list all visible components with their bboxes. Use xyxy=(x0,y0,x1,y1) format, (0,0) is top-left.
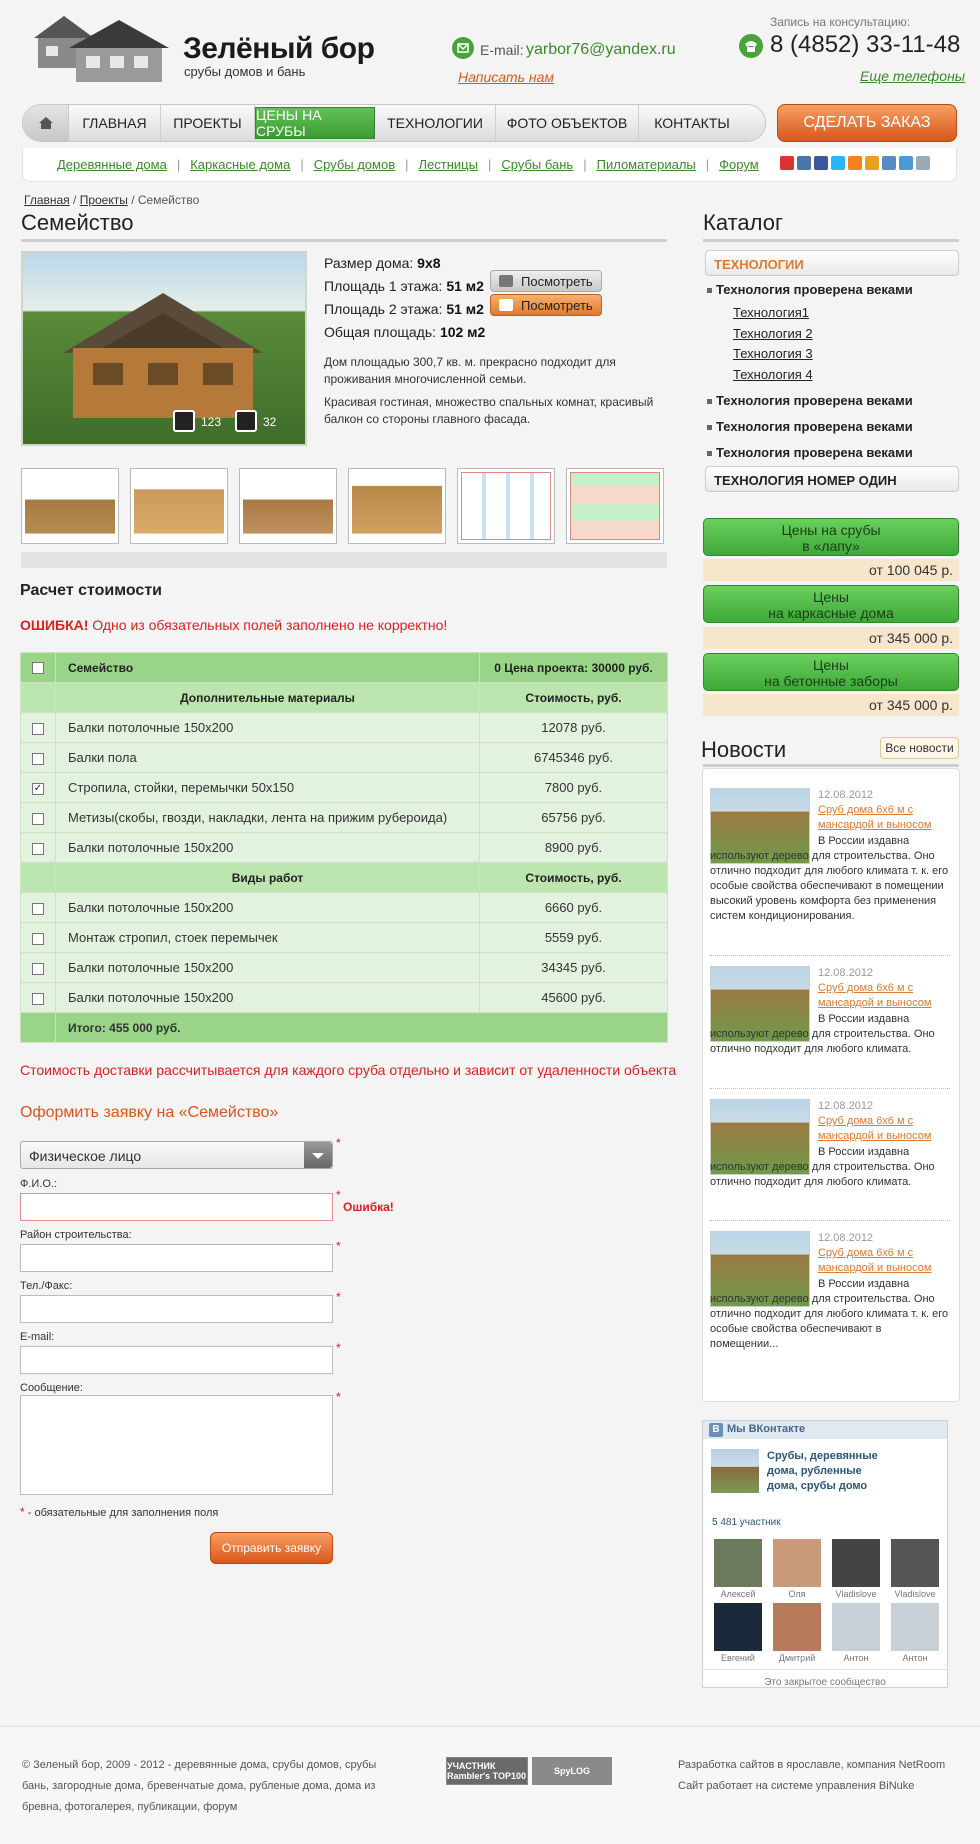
thumbnail[interactable] xyxy=(239,468,337,544)
cost-header: Стоимость, руб. xyxy=(480,683,668,713)
table-row xyxy=(21,833,668,863)
checkbox-cell xyxy=(21,983,56,1013)
vk-footer xyxy=(703,1669,947,1687)
avatar-name: Евгений xyxy=(721,1653,755,1663)
main-house-photo[interactable] xyxy=(21,251,307,446)
material-name: Балки потолочные 150х200 xyxy=(56,833,480,863)
floor-plan-thumbnail[interactable] xyxy=(457,468,555,544)
price-value: от 345 000 р. xyxy=(703,694,959,716)
brand-subtitle: срубы домов и бань xyxy=(184,64,306,79)
total-area-label: Общая площадь: xyxy=(324,324,437,340)
required-star: * xyxy=(20,1505,25,1519)
table-row xyxy=(21,893,668,923)
floor-plan-thumbnail[interactable] xyxy=(566,468,664,544)
spylog-badge[interactable]: SpyLOG xyxy=(532,1757,612,1785)
work-price: 34345 руб. xyxy=(480,953,668,983)
camera-icon[interactable] xyxy=(235,410,257,432)
blank-cell xyxy=(21,683,56,713)
required-star: * xyxy=(336,1136,341,1150)
material-name: Стропила, стойки, перемычки 50х150 xyxy=(56,773,480,803)
nav-technologies[interactable]: ТЕХНОЛОГИИ xyxy=(375,105,496,141)
vk-members-row xyxy=(714,1539,939,1599)
avatar-name: Антон xyxy=(843,1653,869,1663)
house-icon xyxy=(499,299,513,311)
blank-cell xyxy=(21,1013,56,1043)
price-line1: Цены на срубы xyxy=(781,522,881,538)
catalog-item[interactable]: Технология проверена веками xyxy=(707,393,913,408)
avatar-name: Антон xyxy=(902,1653,928,1663)
house-specs xyxy=(324,252,485,344)
price-line2: на бетонные заборы xyxy=(764,673,898,689)
avatar-name: Дмитрий xyxy=(778,1653,816,1663)
sublink-lumber[interactable]: Пиломатериалы xyxy=(596,157,696,172)
catalog-subitem[interactable]: Технология 2 xyxy=(733,326,813,341)
news-text: В России издавна используют дерево для строительства. Оно отлично подходит для любого климата. xyxy=(710,1013,935,1055)
checkbox-cell xyxy=(21,713,56,743)
district-input[interactable] xyxy=(20,1244,333,1272)
row-checkbox[interactable] xyxy=(32,993,44,1005)
avatar[interactable] xyxy=(891,1603,939,1663)
avatar[interactable] xyxy=(773,1539,821,1599)
chevron-down-icon[interactable] xyxy=(304,1142,332,1168)
logo-house-icon[interactable] xyxy=(24,8,176,88)
news-title-link[interactable]: Сруб дома 6х6 м с мансардой и выносом xyxy=(818,1247,932,1274)
catalog-subitem[interactable]: Технология1 xyxy=(733,305,810,320)
avatar[interactable] xyxy=(891,1539,939,1599)
catalog-divider xyxy=(703,239,959,242)
table-row xyxy=(21,743,668,773)
table-row xyxy=(21,1013,668,1043)
thumbnail[interactable] xyxy=(130,468,228,544)
row-checkbox[interactable] xyxy=(32,813,44,825)
avatar[interactable] xyxy=(832,1539,880,1599)
catalog-technologies[interactable]: ТЕХНОЛОГИИ xyxy=(705,250,959,276)
table-row xyxy=(21,923,668,953)
news-date: 12.08.2012 xyxy=(818,967,874,979)
person-type-select[interactable] xyxy=(20,1141,333,1169)
table-row xyxy=(21,773,668,803)
message-label: Сообщение: xyxy=(20,1382,83,1394)
view-floor1-button[interactable] xyxy=(490,270,602,292)
catalog-subitem[interactable]: Технология 3 xyxy=(733,346,813,361)
email-field-label: E-mail: xyxy=(20,1331,55,1343)
price-line2: в «лапу» xyxy=(802,538,860,554)
price-value: от 100 045 р. xyxy=(703,559,959,581)
all-news-link[interactable]: Все новости xyxy=(880,737,959,759)
table-row xyxy=(21,713,668,743)
nav-prices[interactable]: ЦЕНЫ НА СРУБЫ xyxy=(255,107,375,139)
fio-label: Ф.И.О.: xyxy=(20,1178,58,1190)
avatar[interactable] xyxy=(714,1539,762,1599)
floor1-label: Площадь 1 этажа: xyxy=(324,278,443,294)
price-frame-houses-button[interactable] xyxy=(703,585,959,623)
brand-name[interactable]: Зелёный бор xyxy=(183,32,375,65)
house-description xyxy=(324,354,664,434)
price-line2: на каркасные дома xyxy=(768,605,894,621)
view-floor2-label: Посмотреть xyxy=(521,297,593,313)
checkbox-cell xyxy=(21,923,56,953)
news-title: Новости xyxy=(701,737,787,762)
required-star: * xyxy=(336,1239,341,1253)
floor2-label: Площадь 2 этажа: xyxy=(324,301,443,317)
size-label: Размер дома: xyxy=(324,255,414,271)
news-item xyxy=(710,966,950,1076)
avatar-name: Vladislove xyxy=(894,1589,936,1599)
write-us-link[interactable]: Написать нам xyxy=(458,69,555,85)
table-row xyxy=(21,983,668,1013)
work-name: Балки потолочные 150х200 xyxy=(56,983,480,1013)
news-date: 12.08.2012 xyxy=(818,789,874,801)
error-text: Одно из обязательных полей заполнено не корректно! xyxy=(88,617,448,633)
row-checkbox[interactable] xyxy=(32,723,44,735)
avatar-name: Оля xyxy=(788,1589,806,1599)
avatar[interactable] xyxy=(832,1603,880,1663)
phone-label: Тел./Факс: xyxy=(20,1280,73,1292)
sublink-stairs[interactable]: Лестницы xyxy=(418,157,478,172)
news-separator xyxy=(710,955,950,956)
floor2-value: 51 м2 xyxy=(446,301,484,317)
news-text: В России издавна используют дерево для строительства. Оно отлично подходит для любого климата т. к. его особые свойства обеспечивают в помещении... xyxy=(710,1278,949,1350)
news-item xyxy=(710,788,950,948)
row-checkbox[interactable] xyxy=(32,843,44,855)
catalog-item[interactable]: Технология проверена веками xyxy=(707,445,913,460)
email-input[interactable] xyxy=(20,1346,333,1374)
main-nav xyxy=(22,104,766,142)
thumbnail[interactable] xyxy=(21,468,119,544)
photo-count: 32 xyxy=(263,415,277,429)
required-star: * xyxy=(336,1341,341,1355)
price-line1: Цены xyxy=(813,589,849,605)
social-odnoklassniki-icon[interactable] xyxy=(848,156,862,170)
catalog-title: Каталог xyxy=(703,210,783,235)
row-checkbox[interactable] xyxy=(32,963,44,975)
sublink-wooden-houses[interactable]: Деревянные дома xyxy=(57,157,167,172)
news-text: В России издавна используют дерево для строительства. Оно отлично подходит для любого климата. xyxy=(710,1146,935,1188)
table-row xyxy=(21,863,668,893)
checkbox-cell xyxy=(21,893,56,923)
avatar-name: Vladislove xyxy=(835,1589,877,1599)
view-floor2-button[interactable] xyxy=(490,294,602,316)
news-item xyxy=(710,1231,950,1371)
consult-label: Запись на консультацию: xyxy=(770,15,911,29)
vk-group-avatar[interactable] xyxy=(711,1449,759,1493)
fio-error: Ошибка! xyxy=(343,1200,394,1214)
social-bookmark-icon[interactable] xyxy=(899,156,913,170)
social-twitter-icon[interactable] xyxy=(831,156,845,170)
thumbnail[interactable] xyxy=(348,468,446,544)
cost-header: Стоимость, руб. xyxy=(480,863,668,893)
vk-closed-label: Это закрытое сообщество xyxy=(764,1677,886,1688)
vk-widget xyxy=(702,1420,948,1688)
work-price: 6660 руб. xyxy=(480,893,668,923)
gallery-scrollbar[interactable] xyxy=(21,552,667,568)
social-livejournal-icon[interactable] xyxy=(882,156,896,170)
works-header: Виды работ xyxy=(56,863,480,893)
total-sum: Итого: 455 000 руб. xyxy=(56,1013,668,1043)
row-checkbox[interactable] xyxy=(32,903,44,915)
work-price: 5559 руб. xyxy=(480,923,668,953)
catalog-item[interactable]: Технология проверена веками xyxy=(707,282,913,297)
rambler-badge[interactable]: УЧАСТНИК Rambler's TOP100 xyxy=(446,1757,528,1785)
required-note xyxy=(20,1505,218,1519)
thumbnail-strip xyxy=(21,468,664,544)
phone-input[interactable] xyxy=(20,1295,333,1323)
required-star: * xyxy=(336,1290,341,1304)
avatar[interactable] xyxy=(714,1603,762,1663)
avatar-name: Алексей xyxy=(720,1589,756,1599)
breadcrumb: Главная / Проекты / Семейство xyxy=(24,193,200,207)
developer-link[interactable]: Разработка сайтов в ярославле, компания NetRoom xyxy=(678,1759,946,1771)
table-row xyxy=(21,953,668,983)
project-name: Семейство xyxy=(56,653,480,683)
vk-group-name[interactable]: Срубы, деревянные дома, рубленные дома, срубы домо xyxy=(767,1450,878,1492)
email-icon xyxy=(452,37,474,59)
blank-cell xyxy=(21,863,56,893)
page-title: Семейство xyxy=(21,210,134,235)
social-icons xyxy=(780,156,930,170)
district-label: Район строительства: xyxy=(20,1229,132,1241)
news-separator xyxy=(710,1088,950,1089)
sublink-forum[interactable]: Форум xyxy=(719,157,759,172)
breadcrumb-current: Семейство xyxy=(137,193,200,207)
nav-contacts[interactable]: КОНТАКТЫ xyxy=(654,115,730,131)
make-order-button[interactable]: СДЕЛАТЬ ЗАКАЗ xyxy=(777,104,957,142)
order-form-title: Оформить заявку на «Семейство» xyxy=(20,1104,279,1121)
video-count: 123 xyxy=(201,415,222,429)
social-rambler-icon[interactable] xyxy=(780,156,794,170)
checkbox-cell xyxy=(21,653,56,683)
project-price: 0 Цена проекта: 30000 руб. xyxy=(480,653,668,683)
view-floor1-label: Посмотреть xyxy=(521,273,593,289)
required-star: * xyxy=(336,1188,341,1202)
sublink-frame-houses[interactable]: Каркасные дома xyxy=(190,157,291,172)
breadcrumb-home[interactable]: Главная xyxy=(24,193,70,207)
calc-title: Расчет стоимости xyxy=(20,582,162,599)
home-icon[interactable] xyxy=(23,105,69,141)
sublink-log-baths[interactable]: Срубы бань xyxy=(501,157,574,172)
social-more-icon[interactable] xyxy=(916,156,930,170)
table-row xyxy=(21,653,668,683)
floor1-value: 51 м2 xyxy=(446,278,484,294)
news-title-link[interactable]: Сруб дома 6х6 м с мансардой и выносом xyxy=(818,982,932,1009)
material-price: 65756 руб. xyxy=(480,803,668,833)
work-name: Монтаж стропил, стоек перемычек xyxy=(56,923,480,953)
material-price: 12078 руб. xyxy=(480,713,668,743)
row-checkbox[interactable]: ✓ xyxy=(33,782,43,794)
submit-order-button[interactable]: Отправить заявку xyxy=(210,1532,333,1564)
sub-nav: Деревянные дома | Каркасные дома | Срубы домов | Лестницы | Срубы бань | Пиломатериалы | Форум xyxy=(57,157,759,172)
cms-link[interactable]: Сайт работает на системе управления BiNuke xyxy=(678,1780,915,1792)
title-divider xyxy=(21,239,667,242)
table-row xyxy=(21,683,668,713)
table-row xyxy=(21,803,668,833)
news-separator xyxy=(710,1220,950,1221)
vk-logo-icon: B xyxy=(709,1423,723,1437)
house-icon xyxy=(499,275,513,287)
vk-header[interactable] xyxy=(703,1421,947,1439)
material-name: Балки потолочные 150х200 xyxy=(56,713,480,743)
material-price: 6745346 руб. xyxy=(480,743,668,773)
phone-number[interactable]: 8 (4852) 33-11-48 xyxy=(770,31,961,58)
video-icon[interactable] xyxy=(173,410,195,432)
price-line1: Цены xyxy=(813,657,849,673)
checkbox-cell xyxy=(21,773,56,803)
news-item xyxy=(710,1099,950,1209)
description-2: Красивая гостиная, множество спальных комнат, красивый балкон со стороны главного фасада. xyxy=(324,395,654,426)
row-checkbox[interactable] xyxy=(32,753,44,765)
email-link[interactable]: yarbor76@yandex.ru xyxy=(526,41,676,58)
sublink-log-houses[interactable]: Срубы домов xyxy=(313,157,396,172)
person-type-value: Физическое лицо xyxy=(29,1148,142,1164)
social-facebook-icon[interactable] xyxy=(814,156,828,170)
error-message xyxy=(20,617,447,633)
catalog-item[interactable]: Технология проверена веками xyxy=(707,419,913,434)
more-phones-link[interactable]: Еще телефоны xyxy=(860,68,966,84)
nav-home[interactable]: ГЛАВНАЯ xyxy=(69,105,161,141)
checkbox-cell xyxy=(21,833,56,863)
checkbox-cell xyxy=(21,953,56,983)
phone-icon xyxy=(739,34,763,58)
checkbox-cell xyxy=(21,803,56,833)
email-label: E-mail: xyxy=(480,42,524,58)
error-strong: ОШИБКА! xyxy=(20,617,89,633)
material-name: Метизы(скобы, гвозди, накладки, лента на прижим рубероида) xyxy=(56,803,480,833)
description-1: Дом площадью 300,7 кв. м. прекрасно подходит для проживания многочисленной семьи. xyxy=(324,355,616,386)
breadcrumb-projects[interactable]: Проекты xyxy=(79,193,128,207)
news-title-link[interactable]: Сруб дома 6х6 м с мансардой и выносом xyxy=(818,804,932,831)
material-name: Балки пола xyxy=(56,743,480,773)
news-divider xyxy=(703,764,959,767)
social-vk-icon[interactable] xyxy=(797,156,811,170)
price-value: от 345 000 р. xyxy=(703,627,959,649)
catalog-subitem[interactable]: Технология 4 xyxy=(733,367,813,382)
footer-copyright: © Зеленый бор, 2009 - 2012 - деревянные дома, срубы домов, срубы бань, загородные дома, бревенчатые дома, рубленые дома, дома из бревна, фотогалерея, публикации, форум xyxy=(22,1759,377,1813)
news-date: 12.08.2012 xyxy=(818,1232,874,1244)
catalog-technology-one[interactable]: ТЕХНОЛОГИЯ НОМЕР ОДИН xyxy=(705,466,959,492)
price-logs-button[interactable] xyxy=(703,518,959,556)
price-fences-button[interactable] xyxy=(703,653,959,691)
message-textarea[interactable] xyxy=(20,1395,333,1495)
project-checkbox[interactable] xyxy=(32,662,44,674)
news-date: 12.08.2012 xyxy=(818,1100,874,1112)
required-note-text: - обязательные для заполнения поля xyxy=(24,1507,219,1519)
total-area-value: 102 м2 xyxy=(439,324,486,340)
work-name: Балки потолочные 150х200 xyxy=(56,893,480,923)
avatar[interactable] xyxy=(773,1603,821,1663)
row-checkbox[interactable] xyxy=(32,933,44,945)
footer-credits xyxy=(678,1755,945,1797)
nav-projects[interactable]: ПРОЕКТЫ xyxy=(161,105,255,141)
news-text: В России издавна используют дерево для строительства. Оно отлично подходит для любого климата т. к. его особые свойства обеспечивают в помещении высокий уровень комфорта без применения систем кондиционирования. xyxy=(710,835,949,922)
nav-photos[interactable]: ФОТО ОБЪЕКТОВ xyxy=(496,105,639,141)
vk-header-label: Мы ВКонтакте xyxy=(727,1423,806,1435)
size-value: 9x8 xyxy=(417,255,441,271)
materials-header: Дополнительные материалы xyxy=(56,683,480,713)
checkbox-cell xyxy=(21,743,56,773)
vk-member-count[interactable]: 5 481 участник xyxy=(712,1517,781,1528)
material-price: 7800 руб. xyxy=(480,773,668,803)
work-price: 45600 руб. xyxy=(480,983,668,1013)
required-star: * xyxy=(336,1390,341,1404)
work-name: Балки потолочные 150х200 xyxy=(56,953,480,983)
cost-table xyxy=(20,652,668,1043)
material-price: 8900 руб. xyxy=(480,833,668,863)
social-moimir-icon[interactable] xyxy=(865,156,879,170)
fio-input[interactable] xyxy=(20,1193,333,1221)
vk-members-row xyxy=(714,1603,939,1663)
delivery-note: Стоимость доставки рассчитывается для каждого сруба отдельно и зависит от удаленности объекта xyxy=(20,1062,677,1078)
news-title-link[interactable]: Сруб дома 6х6 м с мансардой и выносом xyxy=(818,1115,932,1142)
